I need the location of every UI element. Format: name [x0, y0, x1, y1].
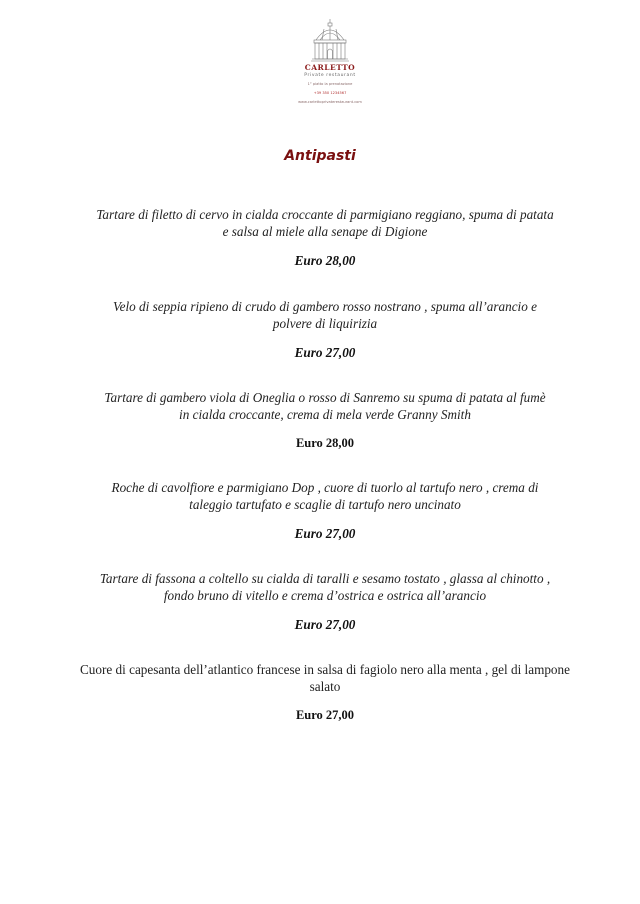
dish-description	[70, 570, 580, 604]
menu-item	[70, 389, 580, 452]
dish-description	[70, 389, 580, 423]
menu-item	[70, 206, 580, 269]
dish-description	[70, 206, 580, 240]
dish-price: Euro 27,00	[294, 526, 356, 541]
dish-price: Euro 28,00	[294, 253, 356, 268]
restaurant-logo	[280, 18, 380, 105]
dish-price: Euro 27,00	[294, 617, 356, 632]
menu-item	[70, 298, 580, 361]
dish-description-line: in cialda croccante, crema di mela verde Granny Smith	[179, 407, 471, 422]
menu-item	[70, 570, 580, 633]
brand-tagline: Private restaurant	[304, 73, 356, 78]
dish-description-line: Tartare di fassona a coltello su cialda di taralli e sesamo tostato , glassa al chinotto ,	[99, 571, 551, 586]
menu-item	[70, 479, 580, 542]
header-note: 1° piatto la prenotazione	[307, 82, 353, 86]
brand-name: CARLETTO	[304, 63, 356, 72]
dish-description-line: Cuore di capesanta dell’atlantico francese in salsa di fagiolo nero alla menta , gel di lampone	[80, 662, 570, 677]
dish-description	[70, 479, 580, 513]
dish-description-line: taleggio tartufato e scaglie di tartufo nero uncinato	[189, 497, 461, 512]
dish-description-line: Tartare di gambero viola di Oneglia o rosso di Sanremo su spuma di patata al fumè	[104, 390, 546, 405]
dish-description-line: salato	[309, 679, 341, 694]
dish-price: Euro 28,00	[295, 436, 355, 450]
section-title: Antipasti	[284, 148, 356, 164]
dish-description-line: Velo di seppia ripieno di crudo di gambero rosso nostrano , spuma all’arancio e	[113, 299, 537, 314]
header-website: www.carlettoprivaterestaurant.com	[298, 100, 362, 104]
dish-description-line: fondo bruno di vitello e crema d’ostrica e ostrica all’arancio	[163, 588, 487, 603]
dish-price: Euro 27,00	[294, 345, 356, 360]
header-phone: +39 350 1234567	[313, 91, 347, 95]
dish-description-line: Roche di cavolfiore e parmigiano Dop , cuore di tuorlo al tartufo nero , crema di	[111, 480, 539, 495]
dish-description-line: e salsa al miele alla senape di Digione	[222, 224, 428, 239]
dish-description-line: Tartare di filetto di cervo in cialda croccante di parmigiano reggiano, spuma di patata	[96, 207, 554, 222]
dish-description	[70, 298, 580, 332]
dish-description	[70, 661, 580, 695]
dish-price: Euro 27,00	[295, 708, 355, 722]
domed-building-icon	[308, 18, 352, 62]
menu-item	[70, 661, 580, 724]
dish-description-line: polvere di liquirizia	[272, 316, 378, 331]
